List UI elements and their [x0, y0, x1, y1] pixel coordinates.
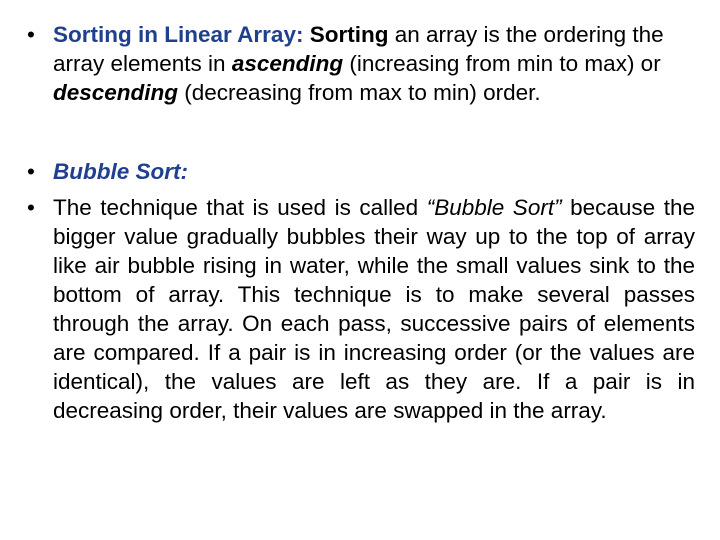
- term-sorting: Sorting: [309, 22, 389, 47]
- text-segment: (increasing from min to max) or: [343, 51, 661, 76]
- text-segment: (decreasing from max to min) order.: [178, 80, 541, 105]
- bullet-text: [53, 193, 695, 425]
- heading-bubble-sort: Bubble Sort:: [53, 159, 188, 184]
- bullet-sorting-linear-array: [27, 20, 695, 107]
- bullet-bubble-sort-description: [27, 193, 695, 425]
- emphasis-ascending: ascending: [231, 51, 344, 76]
- bullet-marker: •: [27, 159, 35, 184]
- text-segment: The technique that is used is called: [53, 195, 427, 220]
- quoted-bubble-sort: “Bubble Sort”: [426, 195, 562, 220]
- bullet-bubble-sort-heading: [27, 157, 695, 186]
- bullet-text: [53, 157, 695, 186]
- bullet-marker: •: [27, 22, 35, 47]
- heading-sorting-linear-array: Sorting in Linear Array:: [53, 22, 304, 47]
- text-segment: because the bigger value gradually bubbles their way up to the top of array like air bubble rising in water, while the small values sink to the bottom of array. This technique is to make several passes through the array. On each pass, successive pairs of elements are compared. If a pair is in increasing order (or the values are identical), the values are left as they are. If a pair is in decreasing order, their values are swapped in the array.: [53, 195, 695, 423]
- emphasis-descending: descending: [53, 80, 179, 105]
- bullet-text: [53, 20, 695, 107]
- text-segment: an array is the ordering the array elements in: [53, 22, 664, 76]
- bullet-marker: •: [27, 195, 35, 220]
